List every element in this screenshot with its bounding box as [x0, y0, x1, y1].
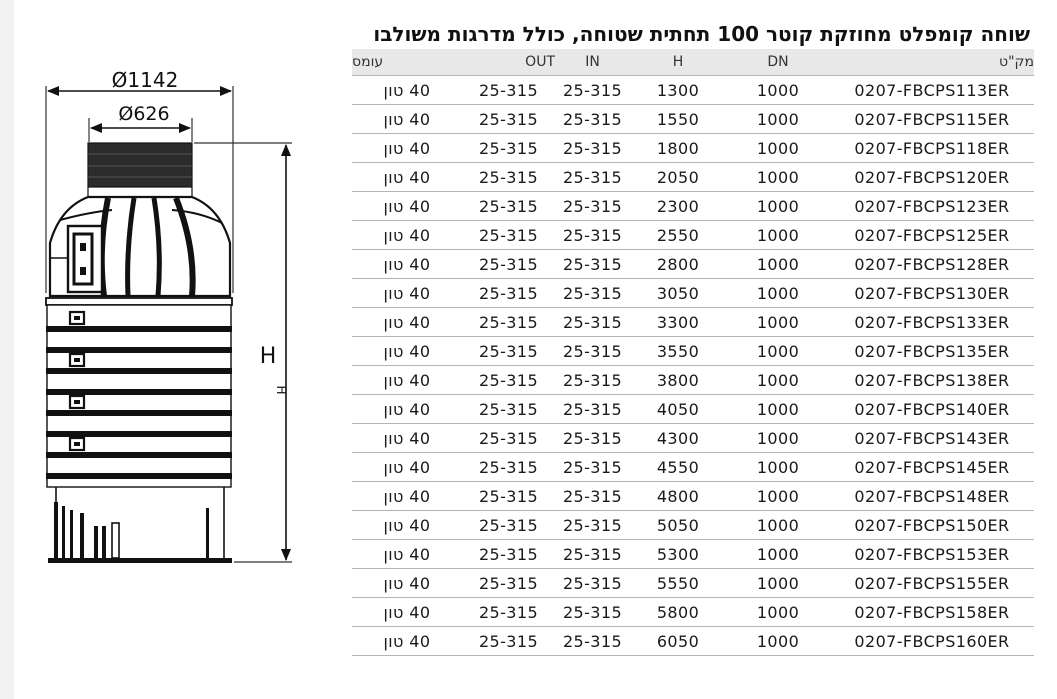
cell-dn: 1000 — [726, 308, 830, 337]
manhole-drawing — [30, 58, 320, 578]
cell-in: 25-315 — [555, 540, 630, 569]
header-out: OUT — [462, 49, 555, 76]
cell-dn: 1000 — [726, 250, 830, 279]
cell-sku: 0207-FBCPS118ER — [830, 134, 1034, 163]
cell-dn: 1000 — [726, 76, 830, 105]
cell-load: 40 טון — [352, 482, 462, 511]
table-row — [352, 424, 1034, 453]
table-row — [352, 221, 1034, 250]
cell-sku: 0207-FBCPS140ER — [830, 395, 1034, 424]
cell-sku: 0207-FBCPS145ER — [830, 453, 1034, 482]
cell-out: 25-315 — [462, 366, 555, 395]
cell-h: 3050 — [630, 279, 726, 308]
height-label: H — [259, 344, 277, 369]
cell-h: 5800 — [630, 598, 726, 627]
cell-h: 2550 — [630, 221, 726, 250]
cell-out: 25-315 — [462, 134, 555, 163]
cell-dn: 1000 — [726, 105, 830, 134]
header-h: H — [630, 49, 726, 76]
table-row — [352, 308, 1034, 337]
cell-h: 3800 — [630, 366, 726, 395]
table-row — [352, 337, 1034, 366]
spec-table-wrapper — [352, 49, 1034, 656]
manhole-base — [48, 487, 232, 563]
table-row — [352, 250, 1034, 279]
cell-in: 25-315 — [555, 627, 630, 656]
cell-in: 25-315 — [555, 482, 630, 511]
height-label-small: H — [274, 385, 288, 395]
manhole-cone — [50, 197, 230, 296]
cell-load: 40 טון — [352, 627, 462, 656]
cell-sku: 0207-FBCPS128ER — [830, 250, 1034, 279]
cell-load: 40 טון — [352, 163, 462, 192]
table-row — [352, 163, 1034, 192]
cell-sku: 0207-FBCPS113ER — [830, 76, 1034, 105]
cell-dn: 1000 — [726, 482, 830, 511]
cell-dn: 1000 — [726, 598, 830, 627]
cell-out: 25-315 — [462, 511, 555, 540]
cell-load: 40 טון — [352, 395, 462, 424]
cell-load: 40 טון — [352, 366, 462, 395]
header-dn: DN — [726, 49, 830, 76]
cell-in: 25-315 — [555, 395, 630, 424]
cell-h: 4550 — [630, 453, 726, 482]
cell-out: 25-315 — [462, 76, 555, 105]
table-row — [352, 395, 1034, 424]
cell-in: 25-315 — [555, 308, 630, 337]
manhole-diagram — [30, 58, 320, 582]
cell-dn: 1000 — [726, 366, 830, 395]
header-sku: מק"ט — [830, 49, 1034, 76]
table-row — [352, 105, 1034, 134]
cell-dn: 1000 — [726, 569, 830, 598]
cell-h: 1550 — [630, 105, 726, 134]
cell-dn: 1000 — [726, 337, 830, 366]
table-row — [352, 627, 1034, 656]
cell-load: 40 טון — [352, 337, 462, 366]
left-margin-strip — [0, 0, 14, 699]
cell-out: 25-315 — [462, 482, 555, 511]
cell-h: 3300 — [630, 308, 726, 337]
cell-dn: 1000 — [726, 279, 830, 308]
cell-load: 40 טון — [352, 134, 462, 163]
cell-h: 1800 — [630, 134, 726, 163]
cell-load: 40 טון — [352, 569, 462, 598]
cell-dn: 1000 — [726, 540, 830, 569]
cell-in: 25-315 — [555, 453, 630, 482]
cell-load: 40 טון — [352, 540, 462, 569]
table-row — [352, 366, 1034, 395]
cell-out: 25-315 — [462, 337, 555, 366]
cell-sku: 0207-FBCPS138ER — [830, 366, 1034, 395]
cell-h: 4050 — [630, 395, 726, 424]
cell-out: 25-315 — [462, 163, 555, 192]
cell-in: 25-315 — [555, 221, 630, 250]
cell-out: 25-315 — [462, 221, 555, 250]
cell-out: 25-315 — [462, 105, 555, 134]
manhole-neck — [88, 143, 192, 187]
cell-in: 25-315 — [555, 163, 630, 192]
table-body — [352, 76, 1034, 656]
cell-h: 6050 — [630, 627, 726, 656]
cell-dn: 1000 — [726, 453, 830, 482]
cell-in: 25-315 — [555, 279, 630, 308]
cell-dn: 1000 — [726, 395, 830, 424]
page-title: שוחה קומפלט מחוזקת קוטר 100 תחתית שטוחה, כולל מדרגות משולבו — [373, 22, 1030, 46]
cell-sku: 0207-FBCPS135ER — [830, 337, 1034, 366]
cell-sku: 0207-FBCPS120ER — [830, 163, 1034, 192]
cell-in: 25-315 — [555, 337, 630, 366]
cell-h: 2050 — [630, 163, 726, 192]
cell-sku: 0207-FBCPS130ER — [830, 279, 1034, 308]
cell-dn: 1000 — [726, 134, 830, 163]
cell-h: 5300 — [630, 540, 726, 569]
cell-in: 25-315 — [555, 192, 630, 221]
cell-dn: 1000 — [726, 511, 830, 540]
cell-h: 2800 — [630, 250, 726, 279]
cell-load: 40 טון — [352, 424, 462, 453]
cell-load: 40 טון — [352, 453, 462, 482]
header-in: IN — [555, 49, 630, 76]
cell-load: 40 טון — [352, 76, 462, 105]
cell-load: 40 טון — [352, 192, 462, 221]
cell-out: 25-315 — [462, 540, 555, 569]
table-row — [352, 76, 1034, 105]
cell-h: 4800 — [630, 482, 726, 511]
cell-dn: 1000 — [726, 163, 830, 192]
table-row — [352, 482, 1034, 511]
table-row — [352, 453, 1034, 482]
cell-in: 25-315 — [555, 569, 630, 598]
table-row — [352, 279, 1034, 308]
cell-h: 3550 — [630, 337, 726, 366]
cell-sku: 0207-FBCPS155ER — [830, 569, 1034, 598]
cell-sku: 0207-FBCPS143ER — [830, 424, 1034, 453]
cell-load: 40 טון — [352, 250, 462, 279]
cell-sku: 0207-FBCPS153ER — [830, 540, 1034, 569]
cell-sku: 0207-FBCPS115ER — [830, 105, 1034, 134]
cell-in: 25-315 — [555, 424, 630, 453]
cell-in: 25-315 — [555, 598, 630, 627]
table-row — [352, 192, 1034, 221]
cell-sku: 0207-FBCPS158ER — [830, 598, 1034, 627]
cell-sku: 0207-FBCPS133ER — [830, 308, 1034, 337]
cell-in: 25-315 — [555, 76, 630, 105]
cell-load: 40 טון — [352, 221, 462, 250]
cell-dn: 1000 — [726, 627, 830, 656]
cell-out: 25-315 — [462, 453, 555, 482]
cell-load: 40 טון — [352, 105, 462, 134]
cell-out: 25-315 — [462, 569, 555, 598]
cell-out: 25-315 — [462, 627, 555, 656]
inner-diameter-dimension — [89, 103, 192, 142]
inner-diameter-label: Ø626 — [118, 103, 170, 125]
cell-load: 40 טון — [352, 308, 462, 337]
cell-sku: 0207-FBCPS150ER — [830, 511, 1034, 540]
cell-out: 25-315 — [462, 395, 555, 424]
cell-sku: 0207-FBCPS125ER — [830, 221, 1034, 250]
cell-load: 40 טון — [352, 279, 462, 308]
outer-diameter-label: Ø1142 — [111, 68, 179, 92]
cell-sku: 0207-FBCPS160ER — [830, 627, 1034, 656]
table-row — [352, 511, 1034, 540]
cell-dn: 1000 — [726, 221, 830, 250]
cell-in: 25-315 — [555, 134, 630, 163]
cell-out: 25-315 — [462, 598, 555, 627]
cell-h: 2300 — [630, 192, 726, 221]
cell-in: 25-315 — [555, 250, 630, 279]
cell-out: 25-315 — [462, 250, 555, 279]
table-row — [352, 134, 1034, 163]
header-load: עומס — [352, 49, 462, 76]
cell-sku: 0207-FBCPS123ER — [830, 192, 1034, 221]
spec-table — [352, 49, 1034, 656]
cell-h: 1300 — [630, 76, 726, 105]
cell-in: 25-315 — [555, 105, 630, 134]
cell-sku: 0207-FBCPS148ER — [830, 482, 1034, 511]
cell-h: 5050 — [630, 511, 726, 540]
cell-out: 25-315 — [462, 279, 555, 308]
cell-out: 25-315 — [462, 192, 555, 221]
table-header-row — [352, 49, 1034, 76]
table-row — [352, 598, 1034, 627]
manhole-shaft — [46, 298, 232, 487]
cell-h: 4300 — [630, 424, 726, 453]
cell-dn: 1000 — [726, 424, 830, 453]
cell-in: 25-315 — [555, 511, 630, 540]
table-row — [352, 540, 1034, 569]
cell-dn: 1000 — [726, 192, 830, 221]
cell-load: 40 טון — [352, 511, 462, 540]
table-row — [352, 569, 1034, 598]
cell-out: 25-315 — [462, 308, 555, 337]
cell-load: 40 טון — [352, 598, 462, 627]
cell-h: 5550 — [630, 569, 726, 598]
cell-in: 25-315 — [555, 366, 630, 395]
cell-out: 25-315 — [462, 424, 555, 453]
